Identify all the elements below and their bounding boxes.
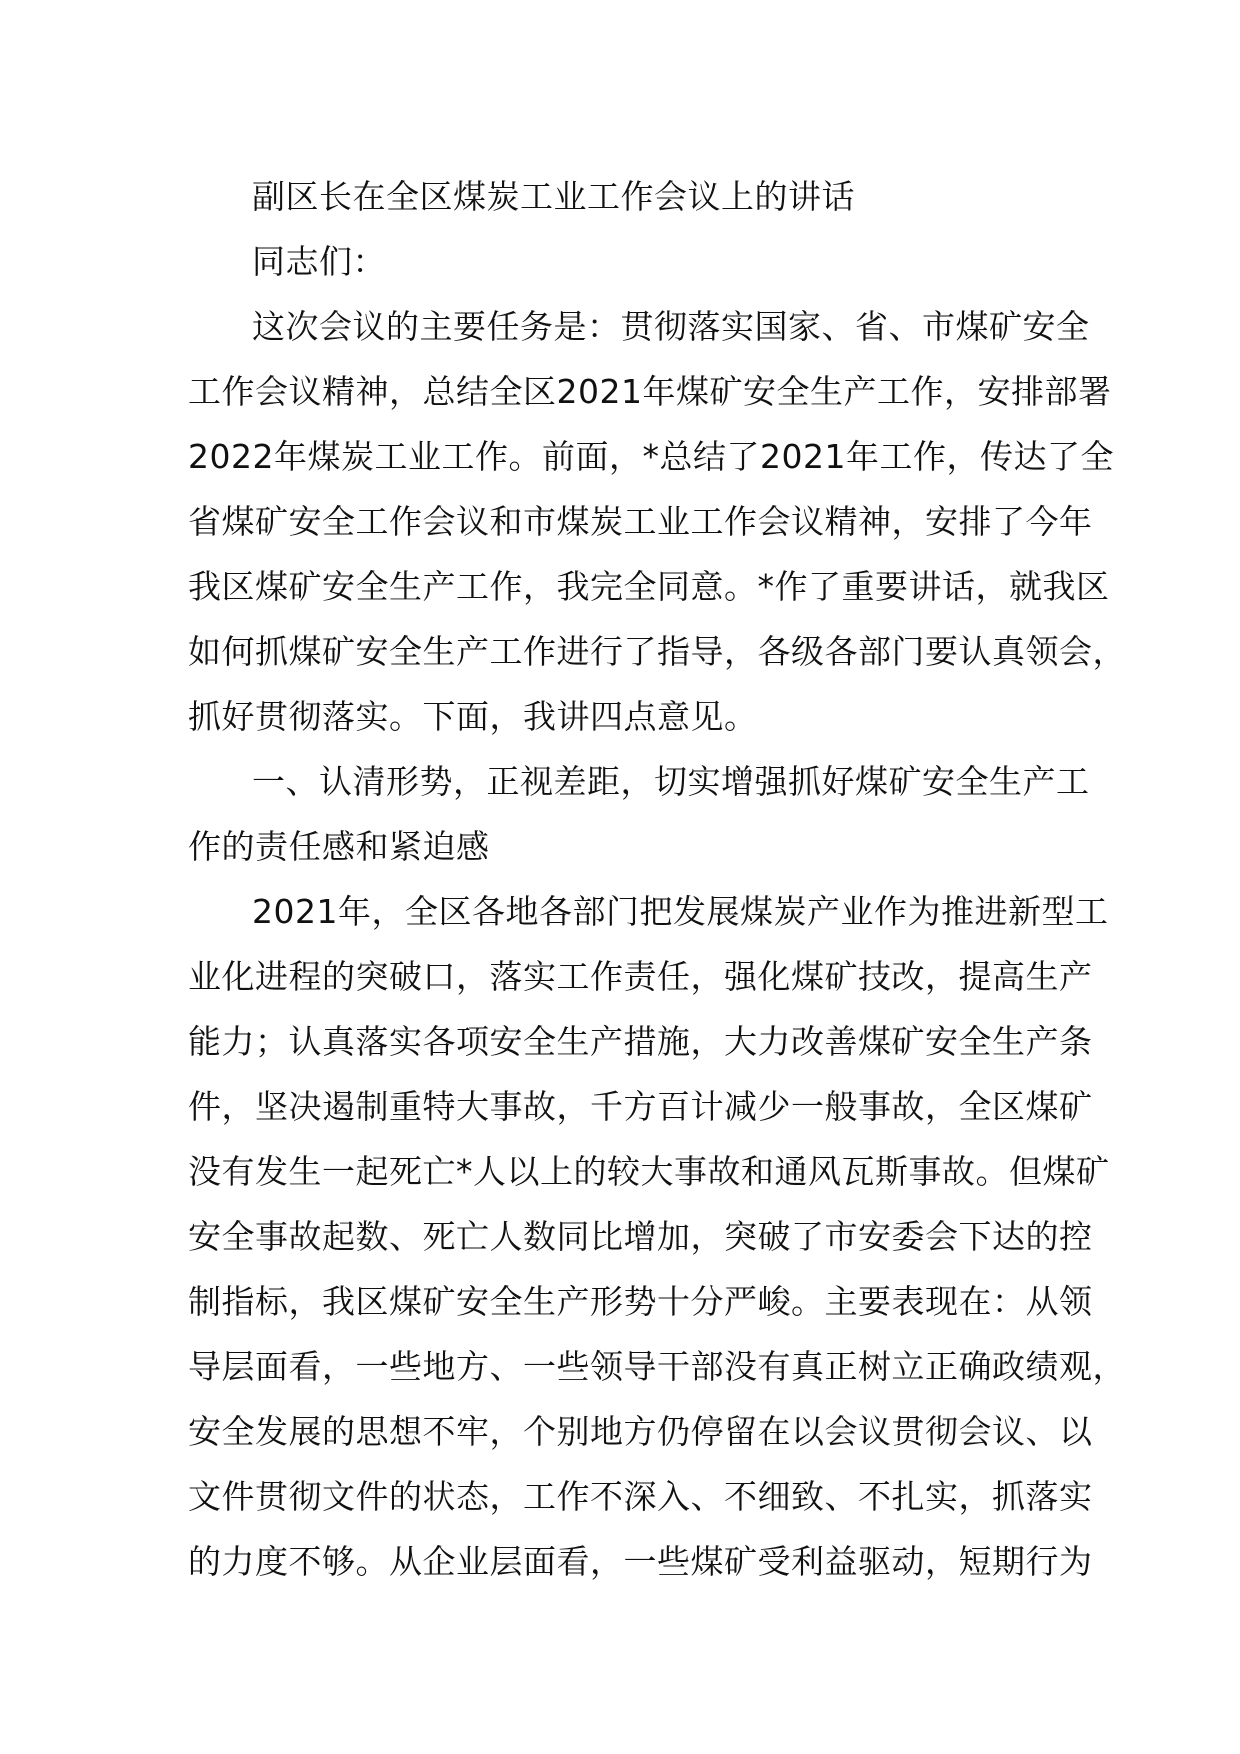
paragraph-line: 件，坚决遏制重特大事故，千方百计减少一般事故，全区煤矿 xyxy=(188,1087,1093,1126)
paragraph-line: 这次会议的主要任务是：贯彻落实国家、省、市煤矿安全 xyxy=(252,307,1090,346)
paragraph-line: 我区煤矿安全生产工作，我完全同意。*作了重要讲话，就我区 xyxy=(188,567,1110,606)
paragraph-line: 没有发生一起死亡*人以上的较大事故和通风瓦斯事故。但煤矿 xyxy=(188,1152,1110,1191)
title-text: 副区长在全区煤炭工业工作会议上的讲话 xyxy=(252,177,855,216)
paragraph-intro xyxy=(188,294,1126,749)
paragraph-line: 2021年，全区各地各部门把发展煤炭产业作为推进新型工 xyxy=(252,892,1109,931)
paragraph-line: 省煤矿安全工作会议和市煤炭工业工作会议精神，安排了今年 xyxy=(188,502,1093,541)
salutation-text: 同志们： xyxy=(252,242,386,281)
paragraph-line: 工作会议精神，总结全区2021年煤矿安全生产工作，安排部署 xyxy=(188,372,1112,411)
paragraph-situation xyxy=(188,879,1126,1594)
paragraph-line: 安全发展的思想不牢，个别地方仍停留在以会议贯彻会议、以 xyxy=(188,1412,1093,1451)
paragraph-line: 能力；认真落实各项安全生产措施，大力改善煤矿安全生产条 xyxy=(188,1022,1093,1061)
section-heading-1 xyxy=(188,749,1088,879)
paragraph-line: 导层面看，一些地方、一些领导干部没有真正树立正确政绩观， xyxy=(188,1347,1126,1386)
paragraph-line: 文件贯彻文件的状态，工作不深入、不细致、不扎实，抓落实 xyxy=(188,1477,1093,1516)
heading-line: 一、认清形势，正视差距，切实增强抓好煤矿安全生产工 xyxy=(252,762,1090,801)
paragraph-line: 2022年煤炭工业工作。前面，*总结了2021年工作，传达了全 xyxy=(188,437,1114,476)
document-title xyxy=(188,164,1088,229)
paragraph-line: 如何抓煤矿安全生产工作进行了指导，各级各部门要认真领会， xyxy=(188,632,1126,671)
paragraph-line: 安全事故起数、死亡人数同比增加，突破了市安委会下达的控 xyxy=(188,1217,1093,1256)
document-page xyxy=(188,164,1126,1594)
paragraph-line: 业化进程的突破口，落实工作责任，强化煤矿技改，提高生产 xyxy=(188,957,1093,996)
heading-line: 作的责任感和紧迫感 xyxy=(188,827,490,866)
paragraph-line: 制指标，我区煤矿安全生产形势十分严峻。主要表现在：从领 xyxy=(188,1282,1093,1321)
salutation xyxy=(188,229,1088,294)
paragraph-line: 抓好贯彻落实。下面，我讲四点意见。 xyxy=(188,697,758,736)
paragraph-line: 的力度不够。从企业层面看，一些煤矿受利益驱动，短期行为 xyxy=(188,1542,1093,1581)
